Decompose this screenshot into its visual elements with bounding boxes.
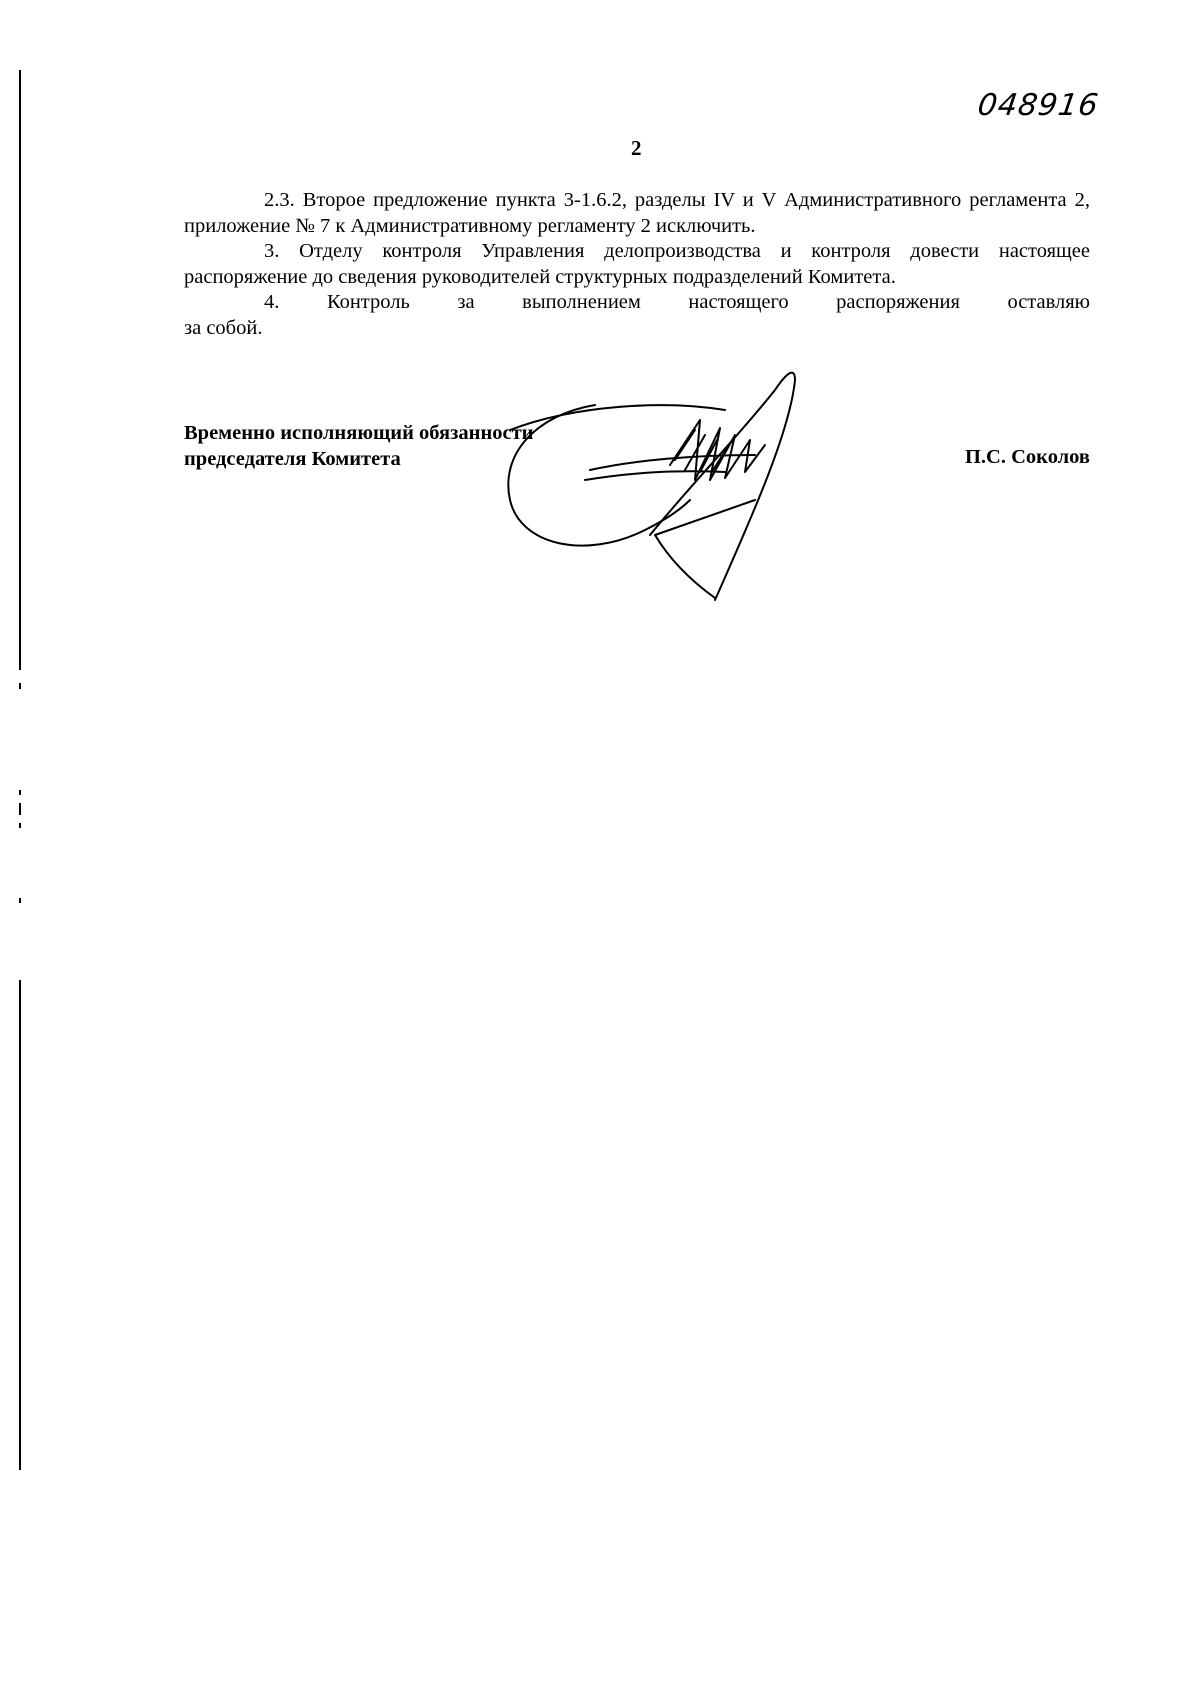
signatory-position xyxy=(184,420,533,472)
paragraph-2-3: 2.3. Второе предложение пункта 3-1.6.2, разделы IV и V Административного регламента 2, приложение № 7 к Административному регламенту 2 исключить. xyxy=(184,189,1090,237)
signatory-position-line1: Временно исполняющий обязанности xyxy=(184,422,534,444)
margin-scan-mark xyxy=(19,823,21,828)
margin-scan-mark xyxy=(19,683,21,689)
paragraph-4-line2: за собой. xyxy=(184,316,263,339)
signatory-name: П.С. Соколов xyxy=(964,446,1090,468)
signature-loop xyxy=(508,405,690,546)
page-number: 2 xyxy=(631,136,642,160)
margin-scan-mark xyxy=(19,790,21,795)
handwritten-document-number: 048916 xyxy=(975,88,1101,123)
paragraph-3: 3. Отделу контроля Управления делопроизводства и контроля довести настоящее распоряжение до сведения руководителей структурных подразделений Комитета. xyxy=(184,240,1090,288)
margin-scan-mark xyxy=(19,898,21,903)
body-text xyxy=(184,188,1090,341)
margin-scan-line-bottom xyxy=(19,980,21,1470)
margin-scan-line-top xyxy=(19,70,21,670)
handwritten-signature xyxy=(495,360,875,610)
signature-rise xyxy=(650,373,795,600)
margin-scan-mark xyxy=(19,803,21,815)
paragraph-4-line1: 4. Контроль за выполнением настоящего распоряжения оставляю xyxy=(264,291,1090,313)
signatory-position-line2: председателя Комитета xyxy=(184,448,401,470)
